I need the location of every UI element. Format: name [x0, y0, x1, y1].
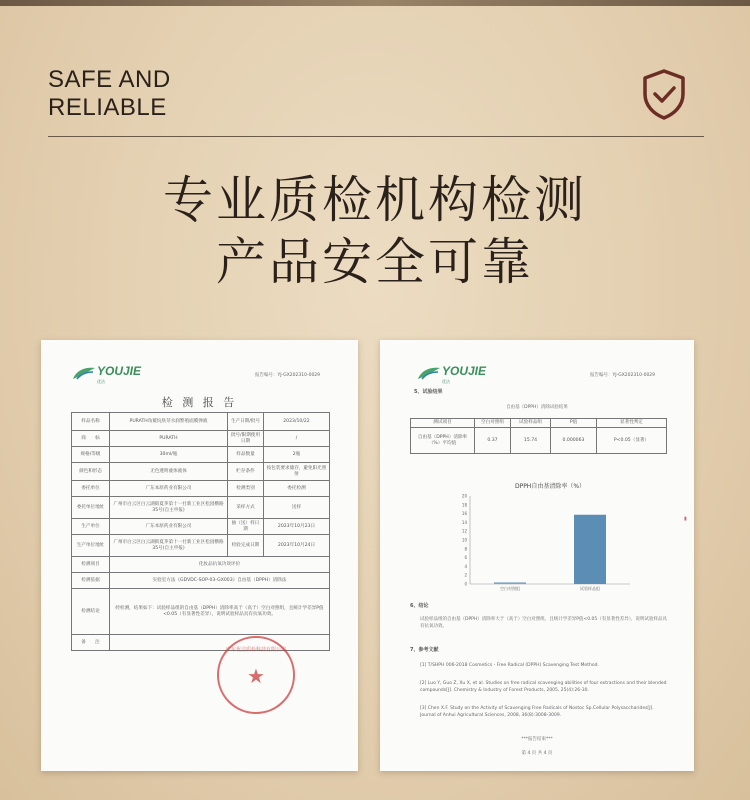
results-table — [410, 418, 667, 454]
headline-line-2: 产品安全可靠 — [216, 233, 534, 291]
report-row — [72, 447, 330, 463]
conclusion-text: 试验样品组的自由基（DPPH）清除率大于（高于）空白对照组，且统计学差异P值<0.05（有显著性差异），说明试验样品具有抗氧功效。 — [420, 617, 668, 629]
reference-3: [3] Chen X.F. Study on the Activity of Scavenging Free Radicals of Nostoc Sp.Cellular Polysaccharides[J]. Journal of Anhui Agricultural Sciences, 2008, 36(8):3008-3009. — [420, 706, 654, 718]
report-row — [72, 557, 330, 573]
y-tick-label: 10 — [461, 537, 467, 543]
report-cell: 生产单位 — [72, 519, 110, 535]
report-row — [72, 431, 330, 447]
x-category-label: 空白对照组 — [500, 586, 520, 591]
y-tick-label: 20 — [461, 493, 467, 499]
report-row — [72, 589, 330, 635]
y-tick-label: 0 — [464, 581, 467, 587]
report-cell: 颜色和形态 — [72, 463, 110, 481]
chart-title: DPPH自由基清除率（%） — [514, 483, 586, 490]
report-row — [72, 535, 330, 557]
report-cell: 样品数量 — [228, 447, 264, 463]
report-cell: 备 注 — [72, 635, 110, 651]
report-number: 报告编号：YJ-GX202310-0029 — [590, 373, 656, 378]
report-cell: 样品名称 — [72, 413, 110, 431]
report-cell: 商 标 — [72, 431, 110, 447]
report-cell: 检测依据 — [72, 573, 110, 589]
report-row — [72, 573, 330, 589]
results-cell: 自由基（DPPH）清除率（%）平均值 — [411, 428, 475, 454]
stamp-text: 广东优洁质检科技有限公司 — [225, 647, 286, 653]
stamp-star: ★ — [247, 664, 265, 688]
results-cell: P<0.05（显著） — [597, 428, 667, 454]
results-cell: 0.000063 — [551, 428, 597, 454]
results-header-cell: 测试项目 — [411, 419, 475, 428]
report-cell: 经检测，结果如下：试验样品组的自由基（DPPH）清除率高于（高于）空白对照组，且统计学差异P值<0.05（有显著性差异），说明试验样品具有抗氧功效。 — [110, 589, 330, 635]
logo-text: YOUJIE — [97, 364, 142, 378]
x-category-label: 试验样品组 — [580, 586, 600, 591]
header-divider — [48, 136, 704, 137]
logo-subtext: 优洁 — [442, 379, 450, 384]
y-tick-label: 8 — [464, 546, 467, 552]
report-cell: 实验室方法《GDVDC-SOP-03-GX003》自由基（DPPH）清除法 — [110, 573, 330, 589]
y-tick-label: 4 — [464, 563, 467, 569]
chart-bar — [494, 582, 526, 584]
report-cell: 检测结论 — [72, 589, 110, 635]
report-cell: 无色透明液体液体 — [110, 463, 228, 481]
results-table-title: 自由基（DPPH）清除试验结果 — [506, 405, 568, 410]
report-row — [72, 463, 330, 481]
report-row — [72, 481, 330, 497]
results-header-cell: 显著性判定 — [597, 419, 667, 428]
top-decor-strip — [0, 0, 750, 6]
report-number: 报告编号：YJ-GX202310-0029 — [255, 373, 321, 378]
report-cell: 2023/10/22 — [264, 413, 330, 431]
leaf-logo-icon — [416, 365, 442, 381]
report-cell: 规格/等级 — [72, 447, 110, 463]
official-seal-stamp — [217, 636, 295, 714]
report-end-mark: ***报告结束*** — [521, 737, 553, 742]
brand-label — [48, 66, 171, 122]
report-cell: 2023年10月24日 — [264, 535, 330, 557]
page-number: 第 4 页 共 4 页 — [521, 751, 553, 756]
report-logo — [71, 360, 141, 385]
section-5-heading: 5、试验结果 — [414, 389, 443, 395]
dpph-bar-chart — [440, 478, 640, 598]
report-cell: 批号/限期使用日期 — [228, 431, 264, 447]
report-cell: 广东本原药业有限公司 — [110, 481, 228, 497]
report-cell: 委托单位 — [72, 481, 110, 497]
leaf-logo-icon — [71, 365, 97, 381]
results-cell: 15.74 — [511, 428, 551, 454]
report-cell: 广东本原药业有限公司 — [110, 519, 228, 535]
report-title: 检 测 报 告 — [161, 396, 238, 409]
results-header-cell: 空白对照组 — [475, 419, 511, 428]
report-cell: 2023年10月23日 — [264, 519, 330, 535]
report-cell: 按包装要求储存，避免阳光照射 — [264, 463, 330, 481]
report-cell: 委托检测 — [264, 481, 330, 497]
test-report-page-1 — [41, 340, 358, 771]
logo-text: YOUJIE — [442, 364, 487, 378]
section-7-heading: 7、参考文献 — [410, 647, 439, 653]
report-cell: 送样 — [264, 497, 330, 519]
results-header-cell: P值 — [551, 419, 597, 428]
report-cell: 检验完成日期 — [228, 535, 264, 557]
report-cell: 抽（送）样日期 — [228, 519, 264, 535]
report-row — [72, 497, 330, 519]
report-cell: 30ml/瓶 — [110, 447, 228, 463]
reference-1: [1] T/SHPH 006-2018 Cosmetics - Free Radical (DPPH) Scavenging Test Method. — [420, 663, 599, 668]
report-row — [72, 635, 330, 651]
y-tick-label: 14 — [461, 519, 467, 525]
brand-line-2: RELIABLE — [48, 94, 167, 121]
report-cell: 贮存条件 — [228, 463, 264, 481]
reference-2: [2] Luo Y, Guo Z, Xu X, et al. Studies on free radical scavenging abilities of four extractions and their blended compounds[J]. Chemistry & Industry of Forest Products, 2005, 25(4):26-30. — [420, 681, 667, 693]
report-row — [72, 413, 330, 431]
y-tick-label: 2 — [464, 572, 467, 578]
report-cell — [110, 635, 330, 651]
report-info-table — [71, 412, 330, 651]
report-cell: PURATH — [110, 431, 228, 447]
report-cell: 生产单位地址 — [72, 535, 110, 557]
y-tick-label: 6 — [464, 555, 467, 561]
test-report-page-4 — [380, 340, 694, 771]
report-cell: 采样方式 — [228, 497, 264, 519]
y-tick-label: 16 — [461, 511, 467, 517]
report-cell: 检测项目 — [72, 557, 110, 573]
report-logo — [416, 360, 486, 385]
results-header-cell: 试验样品组 — [511, 419, 551, 428]
results-cell: 0.37 — [475, 428, 511, 454]
report-cell: 化妆品抗氧功效评价 — [110, 557, 330, 573]
report-cell: / — [264, 431, 330, 447]
seam-stamp-fragment: ▮ — [684, 516, 687, 522]
logo-subtext: 优洁 — [97, 379, 105, 384]
headline-line-1: 专业质检机构检测 — [163, 171, 587, 229]
report-cell: 委托单位地址 — [72, 497, 110, 519]
report-cell: 广州市白云区白云湖街夏茅第十一社新工业区松园横路35号(自主申报) — [110, 497, 228, 519]
brand-line-1: SAFE AND — [48, 66, 171, 93]
report-cell: 生产日期/批号 — [228, 413, 264, 431]
y-tick-label: 18 — [461, 502, 467, 508]
report-cell: 广州市白云区白云湖街夏茅第十一社新工业区松园横路35号(自主申报) — [110, 535, 228, 557]
section-6-heading: 6、结论 — [410, 603, 429, 609]
report-cell: 2瓶 — [264, 447, 330, 463]
chart-bar — [574, 515, 606, 584]
y-tick-label: 12 — [461, 528, 467, 534]
report-cell: PURATH角鲨烷肤芽水润繁殖面膜弹液 — [110, 413, 228, 431]
shield-check-icon — [640, 68, 688, 120]
report-row — [72, 519, 330, 535]
report-cell: 检测类别 — [228, 481, 264, 497]
